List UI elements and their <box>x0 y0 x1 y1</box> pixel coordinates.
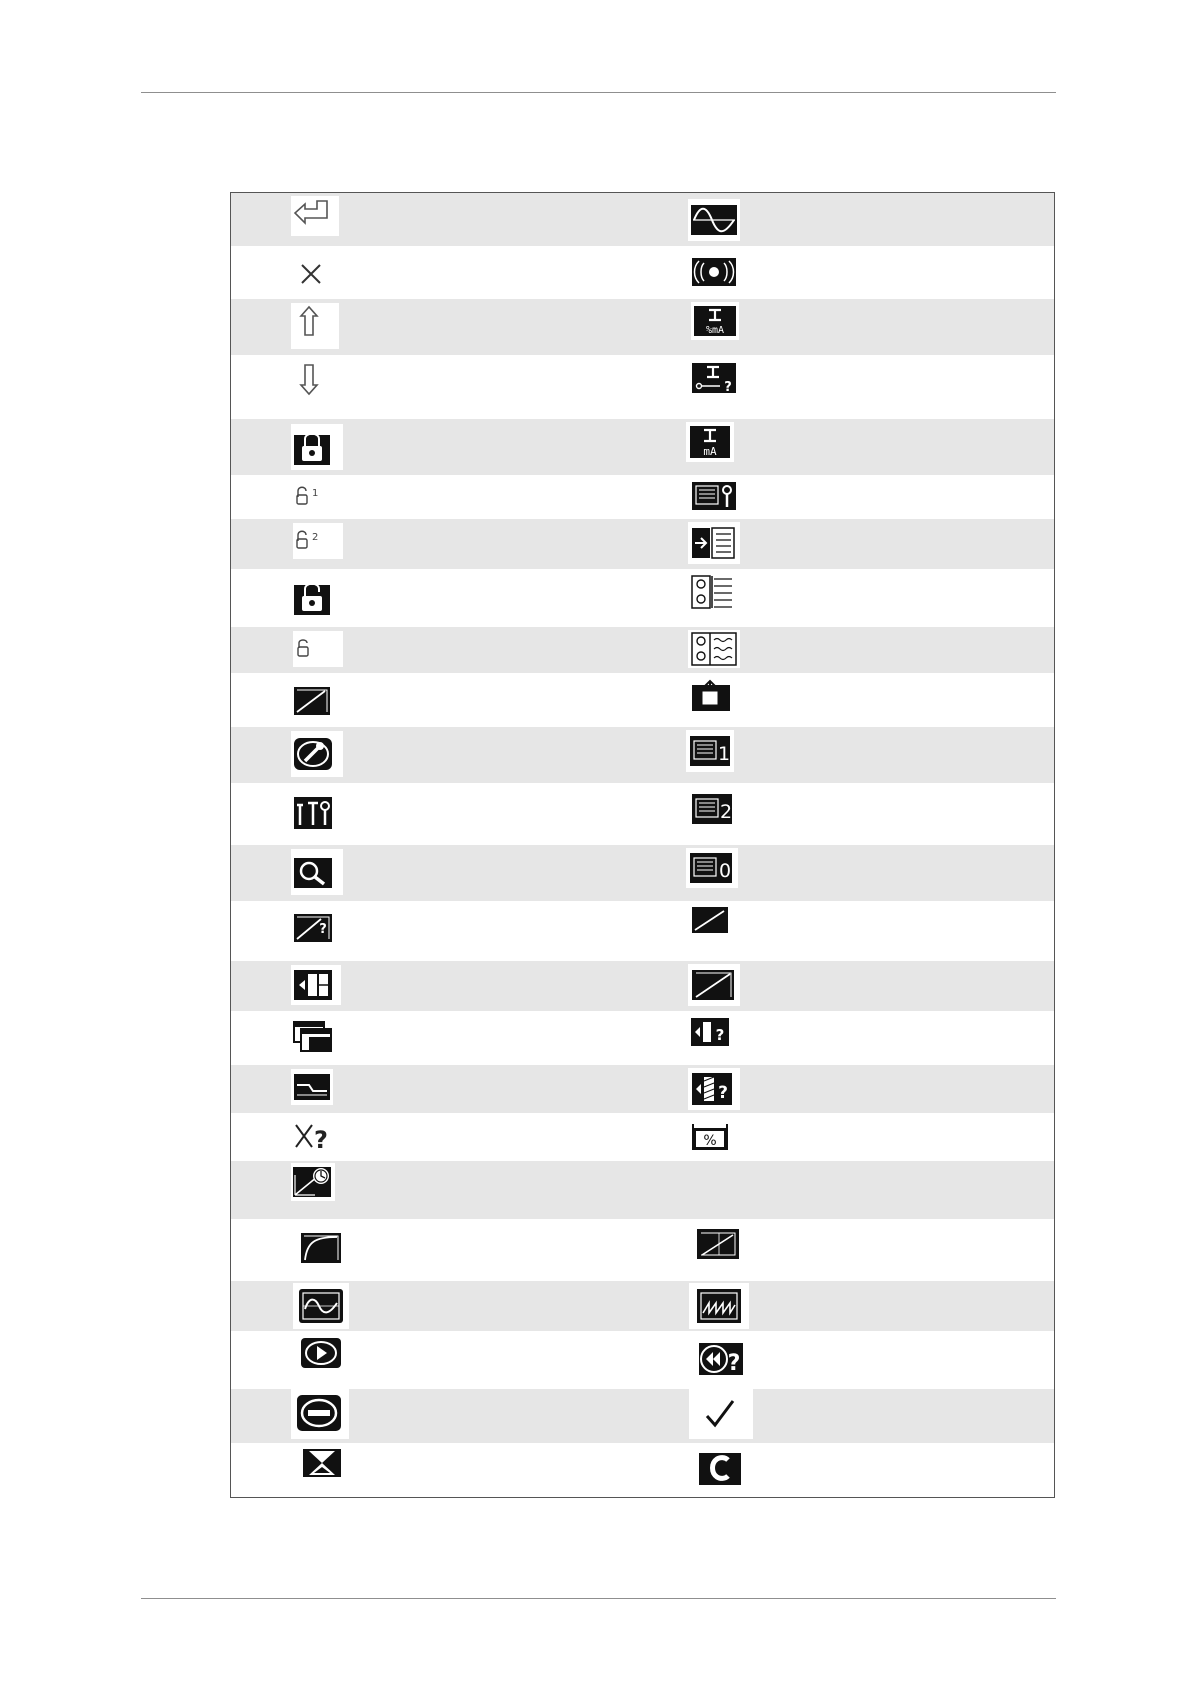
svg-text:2: 2 <box>312 532 319 543</box>
table-cell <box>231 299 643 355</box>
table-cell <box>231 845 643 901</box>
table-cell <box>643 1065 1055 1113</box>
table-cell <box>643 727 1055 783</box>
current-percent-ma-icon <box>691 302 739 340</box>
export-box-icon <box>688 677 736 715</box>
lock-level-1-icon <box>293 479 339 513</box>
display-wrench-icon <box>688 478 740 514</box>
table-cell <box>231 246 643 299</box>
table-cell <box>231 1161 643 1219</box>
wrench-circle-icon <box>291 731 343 777</box>
cross-icon <box>296 260 326 288</box>
table-row <box>231 901 1054 961</box>
clear-c-icon <box>697 1449 745 1487</box>
table-cell <box>231 1281 643 1331</box>
svg-text:?: ? <box>727 1351 740 1376</box>
cross-query-icon <box>293 1121 333 1153</box>
table-cell <box>231 627 643 673</box>
table-row <box>231 419 1054 475</box>
table-cell <box>643 1443 1055 1497</box>
percent-box-icon <box>688 1119 732 1153</box>
header-rule <box>141 92 1056 93</box>
table-cell <box>231 727 643 783</box>
table-row <box>231 1281 1054 1331</box>
table-row <box>231 519 1054 569</box>
windows-stack-icon <box>291 1017 339 1057</box>
ramp-chart-icon <box>291 681 335 719</box>
table-cell <box>643 1113 1055 1161</box>
table-cell <box>231 1443 643 1497</box>
svg-text:%mA: %mA <box>705 325 724 336</box>
table-cell <box>231 519 643 569</box>
rewind-query-icon <box>697 1339 749 1379</box>
table-row <box>231 1331 1054 1389</box>
ramp-query-icon <box>291 907 339 947</box>
table-cell <box>231 1011 643 1065</box>
table-row <box>231 1065 1054 1113</box>
table-cell <box>643 673 1055 727</box>
table-cell <box>643 1011 1055 1065</box>
table-row <box>231 1161 1054 1219</box>
table-row <box>231 783 1054 845</box>
table-row <box>231 845 1054 901</box>
table-cell <box>643 961 1055 1011</box>
table-cell <box>643 519 1055 569</box>
table-cell <box>643 783 1055 845</box>
sawtooth-framed-icon <box>689 1283 749 1329</box>
svg-text:?: ? <box>717 1083 728 1103</box>
arrow-up-icon <box>291 303 339 349</box>
lock-locked-filled-icon <box>291 424 343 470</box>
current-switch-query-icon <box>688 358 740 398</box>
table-cell <box>643 299 1055 355</box>
table-row <box>231 246 1054 299</box>
sine-wave-icon <box>688 199 740 241</box>
svg-text:1: 1 <box>312 488 319 499</box>
svg-text:?: ? <box>715 1026 724 1044</box>
svg-text:0: 0 <box>718 860 731 882</box>
svg-text:1: 1 <box>717 743 730 765</box>
current-ma-icon <box>686 422 734 462</box>
checkmark-icon <box>689 1389 753 1439</box>
hourglass-icon <box>301 1445 343 1481</box>
table-cell <box>231 1331 643 1389</box>
table-cell <box>643 569 1055 627</box>
settings-wave-list-icon <box>688 630 740 668</box>
table-cell <box>643 419 1055 475</box>
table-cell <box>643 1281 1055 1331</box>
table-cell <box>231 419 643 475</box>
table-cell <box>643 1219 1055 1281</box>
table-row <box>231 193 1054 246</box>
lock-open-small-icon <box>293 631 343 667</box>
table-row <box>231 299 1054 355</box>
table-cell <box>643 193 1055 246</box>
ramp-small-icon <box>688 903 732 937</box>
tools-icon <box>291 789 341 833</box>
svg-text:?: ? <box>723 380 732 395</box>
table-cell <box>231 355 643 419</box>
display-2-icon <box>688 788 736 830</box>
table-cell <box>643 1389 1055 1443</box>
table-cell <box>231 1065 643 1113</box>
table-row <box>231 673 1054 727</box>
table-row <box>231 961 1054 1011</box>
table-cell <box>231 1219 643 1281</box>
table-cell <box>643 475 1055 519</box>
table-cell <box>231 475 643 519</box>
table-row <box>231 1113 1054 1161</box>
saturation-curve-icon <box>299 1227 345 1267</box>
table-cell <box>231 193 643 246</box>
table-cell <box>643 901 1055 961</box>
svg-text:2: 2 <box>719 801 732 823</box>
table-cell <box>643 246 1055 299</box>
svg-text:?: ? <box>319 922 327 937</box>
display-0-icon <box>686 848 738 888</box>
table-row <box>231 1011 1054 1065</box>
table-row <box>231 355 1054 419</box>
input-panel-icon <box>291 965 341 1005</box>
table-cell <box>231 961 643 1011</box>
ramp-chart-icon <box>688 964 740 1006</box>
svg-text:?: ? <box>314 1126 328 1153</box>
step-chart-icon <box>291 1069 333 1105</box>
table-row <box>231 569 1054 627</box>
input-panel-hatched-query-icon <box>688 1068 740 1110</box>
svg-text:mA: mA <box>702 445 717 458</box>
enter-list-icon <box>688 522 740 564</box>
stop-circle-icon <box>291 1389 349 1439</box>
footer-rule <box>141 1598 1056 1599</box>
magnifier-icon <box>291 849 343 895</box>
sine-framed-icon <box>293 1283 349 1329</box>
table-cell <box>231 783 643 845</box>
table-row <box>231 1389 1054 1443</box>
table-cell <box>643 1161 1055 1219</box>
table-cell <box>643 845 1055 901</box>
lock-level-2-icon <box>293 523 343 559</box>
table-row <box>231 627 1054 673</box>
arrow-down-icon <box>291 359 339 407</box>
table-row <box>231 727 1054 783</box>
input-panel-query-icon <box>688 1014 736 1050</box>
table-cell <box>231 901 643 961</box>
empty-cell <box>643 1161 644 1162</box>
lock-open-filled-icon <box>291 573 341 621</box>
table-cell <box>231 1389 643 1443</box>
table-cell <box>231 569 643 627</box>
table-cell <box>643 627 1055 673</box>
table-row <box>231 1443 1054 1497</box>
table-cell <box>643 355 1055 419</box>
ramp-clock-icon <box>291 1163 335 1201</box>
return-arrow-icon <box>291 196 339 236</box>
table-cell <box>231 1113 643 1161</box>
table-row <box>231 475 1054 519</box>
ramp-framed-icon <box>693 1224 743 1264</box>
svg-text:%: % <box>702 1133 717 1149</box>
table-row <box>231 1219 1054 1281</box>
settings-list-icon <box>688 572 740 612</box>
signal-radiating-icon <box>688 253 740 291</box>
display-1-icon <box>686 730 734 772</box>
play-circle-icon <box>299 1335 345 1371</box>
table-cell <box>643 1331 1055 1389</box>
icon-table <box>230 192 1055 1498</box>
table-cell <box>231 673 643 727</box>
